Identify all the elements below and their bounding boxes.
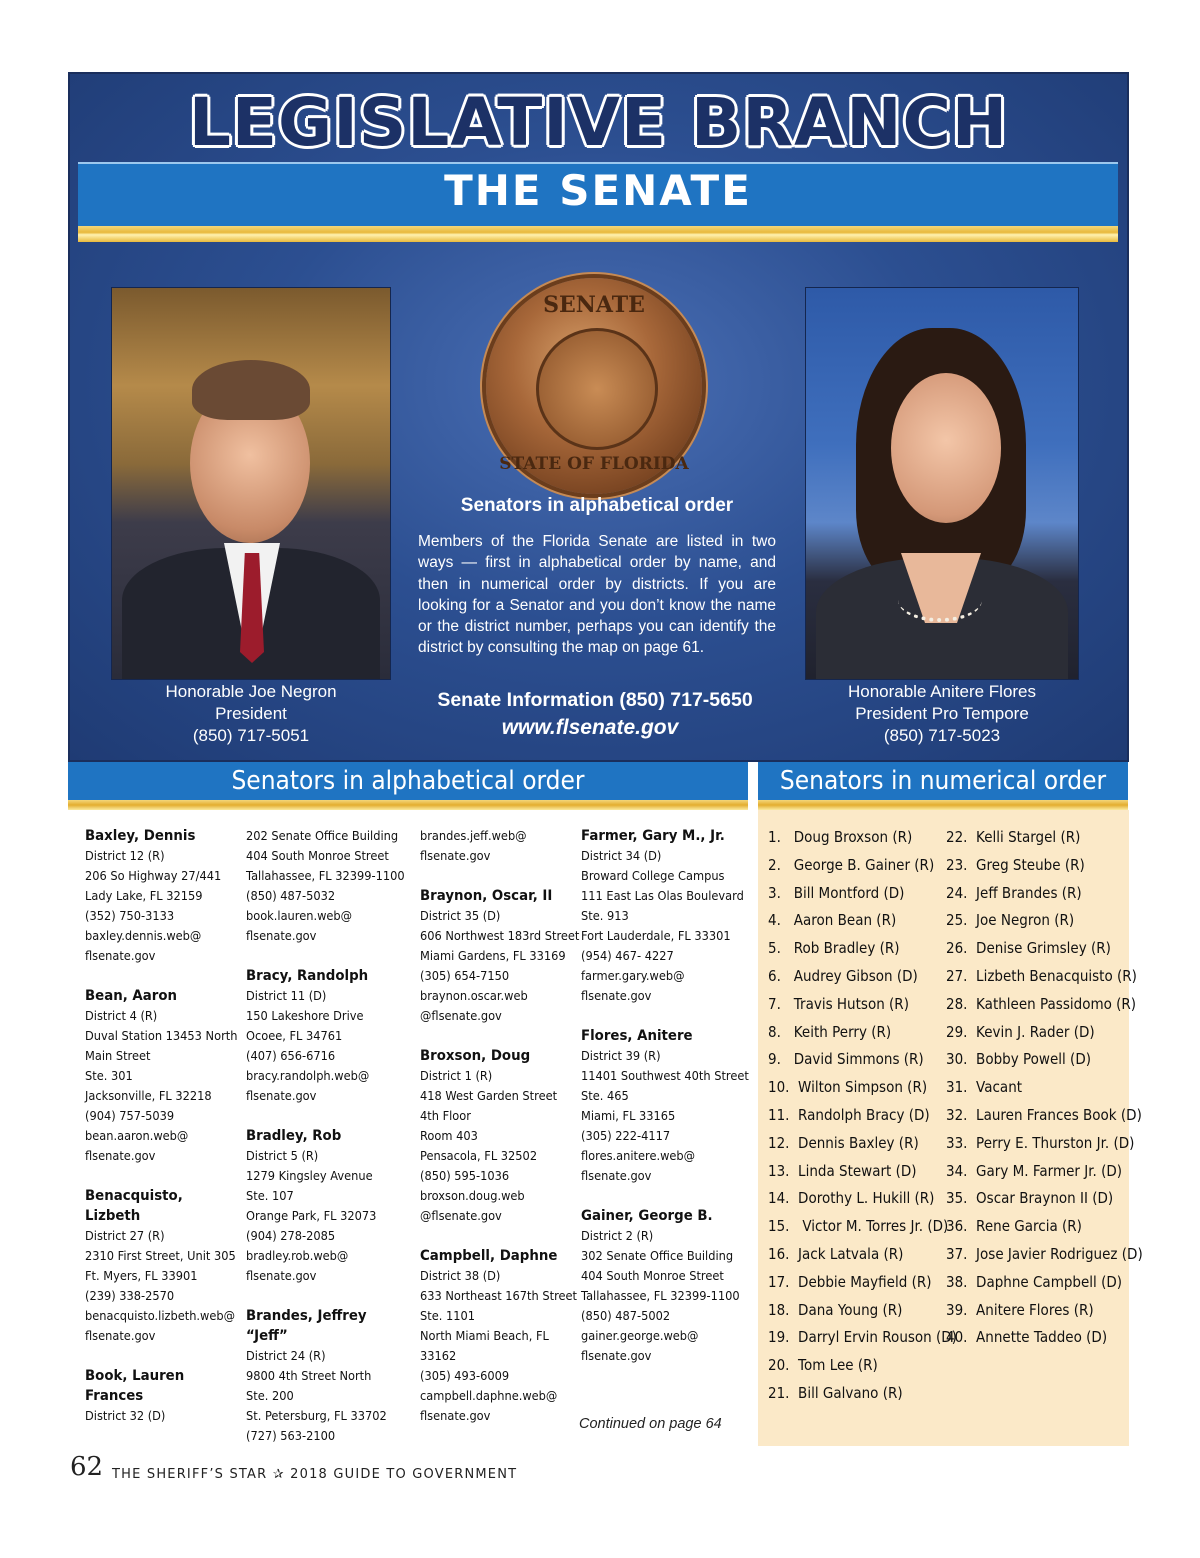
senator-detail: flores.anitere.web@ (581, 1148, 696, 1163)
entry-spacer (85, 1346, 237, 1366)
page-number: 62 (70, 1452, 104, 1482)
senator-detail: Ste. 913 (581, 908, 629, 923)
senator-detail: 404 South Monroe Street (581, 1268, 724, 1283)
numerical-list-item: 39. Anitere Flores (R) (946, 1300, 1094, 1319)
senator-detail: benacquisto.lizbeth.web@ (85, 1308, 236, 1323)
senator-detail: District 24 (R) (246, 1348, 326, 1363)
senator-detail: flsenate.gov (581, 1168, 652, 1183)
numerical-list-item: 6. Audrey Gibson (D) (768, 966, 918, 985)
footer-publication (112, 1467, 517, 1482)
senator-name: Bean, Aaron (85, 988, 177, 1004)
senator-detail: Pensacola, FL 32502 (420, 1148, 538, 1163)
senator-detail: Miami, FL 33165 (581, 1108, 676, 1123)
numerical-list-item: 2. George B. Gainer (R) (768, 855, 935, 874)
senator-detail: 1279 Kingsley Avenue (246, 1168, 373, 1183)
numerical-list-item: 26. Denise Grimsley (R) (946, 939, 1111, 958)
senator-detail: @flsenate.gov (420, 1208, 502, 1223)
entry-spacer (420, 1226, 579, 1246)
gold-stripe (68, 800, 748, 810)
senator-name: Benacquisto, Lizbeth (85, 1188, 183, 1224)
senator-detail: Tallahassee, FL 32399-1100 (246, 868, 405, 883)
numerical-list-item: 14. Dorothy L. Hukill (R) (768, 1189, 935, 1208)
senator-detail: baxley.dennis.web@ (85, 928, 202, 943)
senator-detail: Ste. 301 (85, 1068, 133, 1083)
numerical-list-item: 11. Randolph Bracy (D) (768, 1105, 930, 1124)
senator-detail: (727) 563-2100 (246, 1428, 336, 1443)
numerical-list-item: 4. Aaron Bean (R) (768, 911, 897, 930)
senator-detail: (352) 750-3133 (85, 908, 175, 923)
senator-detail: flsenate.gov (85, 948, 156, 963)
guide-name: 2018 GUIDE TO GOVERNMENT (290, 1467, 518, 1482)
senator-detail: Ocoee, FL 34761 (246, 1028, 343, 1043)
alpha-column-4 (581, 826, 749, 1366)
numerical-section-header: Senators in numerical order (758, 762, 1128, 800)
numerical-list-item: 24. Jeff Brandes (R) (946, 883, 1082, 902)
pro-tempore-phone: (850) 717-5023 (883, 726, 1001, 745)
senator-detail: Orange Park, FL 32073 (246, 1208, 377, 1223)
numerical-list-item: 31. Vacant (946, 1078, 1023, 1097)
senator-detail: flsenate.gov (581, 1348, 652, 1363)
numerical-list-item: 27. Lizbeth Benacquisto (R) (946, 966, 1137, 985)
pro-tempore-title: President Pro Tempore (855, 704, 1029, 723)
numerical-list-item: 32. Lauren Frances Book (D) (946, 1105, 1142, 1124)
numerical-list-item: 16. Jack Latvala (R) (768, 1244, 904, 1263)
numerical-list-item: 21. Bill Galvano (R) (768, 1383, 903, 1402)
page-title: LEGISLATIVE BRANCH (188, 84, 1009, 161)
alphabetical-section-header: Senators in alphabetical order (68, 762, 748, 800)
senator-detail: bracy.randolph.web@ (246, 1068, 370, 1083)
senator-detail: broxson.doug.web (420, 1188, 525, 1203)
senator-name: Gainer, George B. (581, 1208, 713, 1224)
senator-detail: 111 East Las Olas Boulevard (581, 888, 744, 903)
senator-detail: 2310 First Street, Unit 305 (85, 1248, 236, 1263)
senator-detail: Ste. 1101 (420, 1308, 475, 1323)
senator-detail: Broward College Campus (581, 868, 725, 883)
numerical-list-item: 38. Daphne Campbell (D) (946, 1272, 1123, 1291)
numerical-list-item: 20. Tom Lee (R) (768, 1356, 878, 1375)
numerical-list-item: 36. Rene Garcia (R) (946, 1217, 1082, 1236)
senator-detail: (850) 595-1036 (420, 1168, 510, 1183)
senator-detail: District 12 (R) (85, 848, 165, 863)
senator-detail: 33162 (420, 1348, 457, 1363)
entry-spacer (246, 1286, 405, 1306)
numerical-list-item: 13. Linda Stewart (D) (768, 1161, 917, 1180)
president-title: President (215, 704, 287, 723)
numerical-list-item: 34. Gary M. Farmer Jr. (D) (946, 1161, 1123, 1180)
senator-detail: 9800 4th Street North (246, 1368, 372, 1383)
gold-stripe (78, 226, 1118, 242)
senator-detail: brandes.jeff.web@ (420, 828, 527, 843)
alpha-column-2 (246, 826, 405, 1446)
senator-detail: District 11 (D) (246, 988, 327, 1003)
star-icon: ✰ (272, 1467, 285, 1482)
pro-tempore-photo (805, 287, 1079, 680)
numerical-list-item: 5. Rob Bradley (R) (768, 939, 900, 958)
numerical-list-item: 23. Greg Steube (R) (946, 855, 1085, 874)
publication-name: THE SHERIFF’S STAR (112, 1467, 268, 1482)
numerical-list-item: 19. Darryl Ervin Rouson (D) (768, 1328, 957, 1347)
senator-detail: (850) 487-5002 (581, 1308, 671, 1323)
senator-detail: District 32 (D) (85, 1408, 166, 1423)
senator-detail: 150 Lakeshore Drive (246, 1008, 364, 1023)
senate-website-link[interactable]: www.flsenate.gov (501, 716, 679, 739)
senator-detail: (904) 757-5039 (85, 1108, 175, 1123)
pro-tempore-caption (805, 681, 1079, 747)
senator-detail: flsenate.gov (246, 1268, 317, 1283)
senator-detail: District 38 (D) (420, 1268, 501, 1283)
continued-note: Continued on page 64 (579, 1416, 722, 1432)
senator-detail: Miami Gardens, FL 33169 (420, 948, 566, 963)
senator-detail: (239) 338-2570 (85, 1288, 175, 1303)
senator-name: Book, Lauren Frances (85, 1368, 185, 1404)
senator-name: Braynon, Oscar, II (420, 888, 553, 904)
senator-detail: District 27 (R) (85, 1228, 165, 1243)
senator-name: Campbell, Daphne (420, 1248, 558, 1264)
senator-detail: flsenate.gov (420, 1408, 491, 1423)
seal-bottom-text: STATE OF FLORIDA (499, 454, 689, 474)
entry-spacer (581, 1186, 749, 1206)
senator-detail: gainer.george.web@ (581, 1328, 699, 1343)
senator-detail: (904) 278-2085 (246, 1228, 336, 1243)
senator-detail: St. Petersburg, FL 33702 (246, 1408, 387, 1423)
senator-detail: Lady Lake, FL 32159 (85, 888, 203, 903)
senator-detail: North Miami Beach, FL (420, 1328, 549, 1343)
senator-name: Flores, Anitere (581, 1028, 693, 1044)
senator-detail: 202 Senate Office Building (246, 828, 399, 843)
senator-detail: flsenate.gov (246, 1088, 317, 1103)
senator-detail: Ft. Myers, FL 33901 (85, 1268, 198, 1283)
senator-name: Bracy, Randolph (246, 968, 369, 984)
senator-name: Bradley, Rob (246, 1128, 342, 1144)
intro-heading: Senators in alphabetical order (460, 495, 734, 516)
senator-detail: 11401 Southwest 40th Street (581, 1068, 749, 1083)
senator-detail: District 1 (R) (420, 1068, 493, 1083)
senator-detail: bradley.rob.web@ (246, 1248, 349, 1263)
senator-detail: 206 So Highway 27/441 (85, 868, 222, 883)
senator-detail: bean.aaron.web@ (85, 1128, 189, 1143)
senator-detail: (850) 487-5032 (246, 888, 336, 903)
numerical-list-item: 25. Joe Negron (R) (946, 911, 1075, 930)
senator-detail: farmer.gary.web@ (581, 968, 685, 983)
senator-detail: (305) 493-6009 (420, 1368, 510, 1383)
numerical-list-item: 12. Dennis Baxley (R) (768, 1133, 919, 1152)
numerical-list-item: 18. Dana Young (R) (768, 1300, 903, 1319)
senator-detail: Tallahassee, FL 32399-1100 (581, 1288, 740, 1303)
senator-name: Farmer, Gary M., Jr. (581, 828, 725, 844)
senator-detail: 404 South Monroe Street (246, 848, 389, 863)
senator-detail: flsenate.gov (246, 928, 317, 943)
senator-detail: flsenate.gov (85, 1328, 156, 1343)
senator-detail: District 39 (R) (581, 1048, 661, 1063)
senator-detail: (407) 656-6716 (246, 1048, 336, 1063)
senate-info-phone: Senate Information (850) 717-5650 (437, 689, 753, 711)
numerical-list-item: 10. Wilton Simpson (R) (768, 1078, 928, 1097)
senator-detail: District 5 (R) (246, 1148, 319, 1163)
senator-detail: Ste. 107 (246, 1188, 294, 1203)
senator-detail: (954) 467- 4227 (581, 948, 674, 963)
numerical-list-item: 37. Jose Javier Rodriguez (D) (946, 1244, 1143, 1263)
senator-detail: Ste. 200 (246, 1388, 294, 1403)
senator-detail: book.lauren.web@ (246, 908, 353, 923)
numerical-list-item: 40. Annette Taddeo (D) (946, 1328, 1108, 1347)
senator-detail: 418 West Garden Street (420, 1088, 558, 1103)
numerical-list-right (946, 824, 1143, 1352)
page-subtitle: THE SENATE (444, 166, 752, 215)
president-caption (111, 681, 391, 747)
numerical-list-item: 1. Doug Broxson (R) (768, 828, 913, 846)
pro-tempore-name: Honorable Anitere Flores (847, 682, 1037, 701)
senator-detail: braynon.oscar.web (420, 988, 528, 1003)
senator-detail: 606 Northwest 183rd Street (420, 928, 580, 943)
senator-detail: Jacksonville, FL 32218 (85, 1088, 212, 1103)
entry-spacer (85, 1166, 237, 1186)
seal-top-text: SENATE (543, 292, 645, 318)
entry-spacer (246, 946, 405, 966)
senator-name: Baxley, Dennis (85, 828, 196, 844)
numerical-list-item: 28. Kathleen Passidomo (R) (946, 994, 1137, 1013)
president-photo (111, 287, 391, 680)
gold-stripe (758, 800, 1128, 810)
numerical-list-item: 9. David Simmons (R) (768, 1050, 924, 1069)
senator-detail: @flsenate.gov (420, 1008, 502, 1023)
senator-detail: flsenate.gov (581, 988, 652, 1003)
senator-detail: (305) 654-7150 (420, 968, 510, 983)
senator-detail: Duval Station 13453 North (85, 1028, 238, 1043)
senator-detail: (305) 222-4117 (581, 1128, 671, 1143)
numerical-list-item: 17. Debbie Mayfield (R) (768, 1272, 932, 1291)
numerical-list-left (768, 824, 957, 1408)
entry-spacer (420, 1026, 579, 1046)
senator-name: Brandes, Jeffrey “Jeff” (246, 1308, 367, 1344)
alpha-column-3 (420, 826, 579, 1426)
entry-spacer (581, 1006, 749, 1026)
senator-name: Broxson, Doug (420, 1048, 531, 1064)
senator-detail: Room 403 (420, 1128, 478, 1143)
senator-detail: 633 Northeast 167th Street (420, 1288, 578, 1303)
senator-detail: flsenate.gov (420, 848, 491, 863)
entry-spacer (420, 866, 579, 886)
numerical-list-item: 33. Perry E. Thurston Jr. (D) (946, 1133, 1135, 1152)
seal-emblem (536, 328, 658, 450)
senator-detail: Ste. 465 (581, 1088, 629, 1103)
intro-body: Members of the Florida Senate are listed in two ways — first in alphabetical order by name, and then in numerical order by districts. If you are looking for a Senator and you don’t know the name or the district number, perhaps you can identify the district by consulting the map on page 61. (418, 533, 776, 657)
numerical-list-item: 8. Keith Perry (R) (768, 1022, 892, 1041)
entry-spacer (246, 1106, 405, 1126)
senator-detail: District 2 (R) (581, 1228, 654, 1243)
numerical-list-item: 29. Kevin J. Rader (D) (946, 1022, 1095, 1041)
numerical-list-item: 35. Oscar Braynon II (D) (946, 1189, 1114, 1208)
president-name: Honorable Joe Negron (165, 682, 337, 701)
alpha-column-1 (85, 826, 237, 1426)
senator-detail: District 34 (D) (581, 848, 662, 863)
numerical-list-item: 15. Victor M. Torres Jr. (D) (768, 1217, 949, 1236)
senator-detail: Fort Lauderdale, FL 33301 (581, 928, 731, 943)
senator-detail: flsenate.gov (85, 1148, 156, 1163)
entry-spacer (85, 966, 237, 986)
numerical-list-item: 30. Bobby Powell (D) (946, 1050, 1091, 1069)
senator-detail: 4th Floor (420, 1108, 471, 1123)
senator-detail: District 35 (D) (420, 908, 501, 923)
senator-detail: Main Street (85, 1048, 151, 1063)
senator-detail: District 4 (R) (85, 1008, 158, 1023)
senator-detail: campbell.daphne.web@ (420, 1388, 558, 1403)
senator-detail: 302 Senate Office Building (581, 1248, 734, 1263)
numerical-list-item: 3. Bill Montford (D) (768, 883, 905, 902)
numerical-list-item: 22. Kelli Stargel (R) (946, 828, 1081, 846)
president-phone: (850) 717-5051 (192, 726, 310, 745)
numerical-list-item: 7. Travis Hutson (R) (768, 994, 909, 1013)
